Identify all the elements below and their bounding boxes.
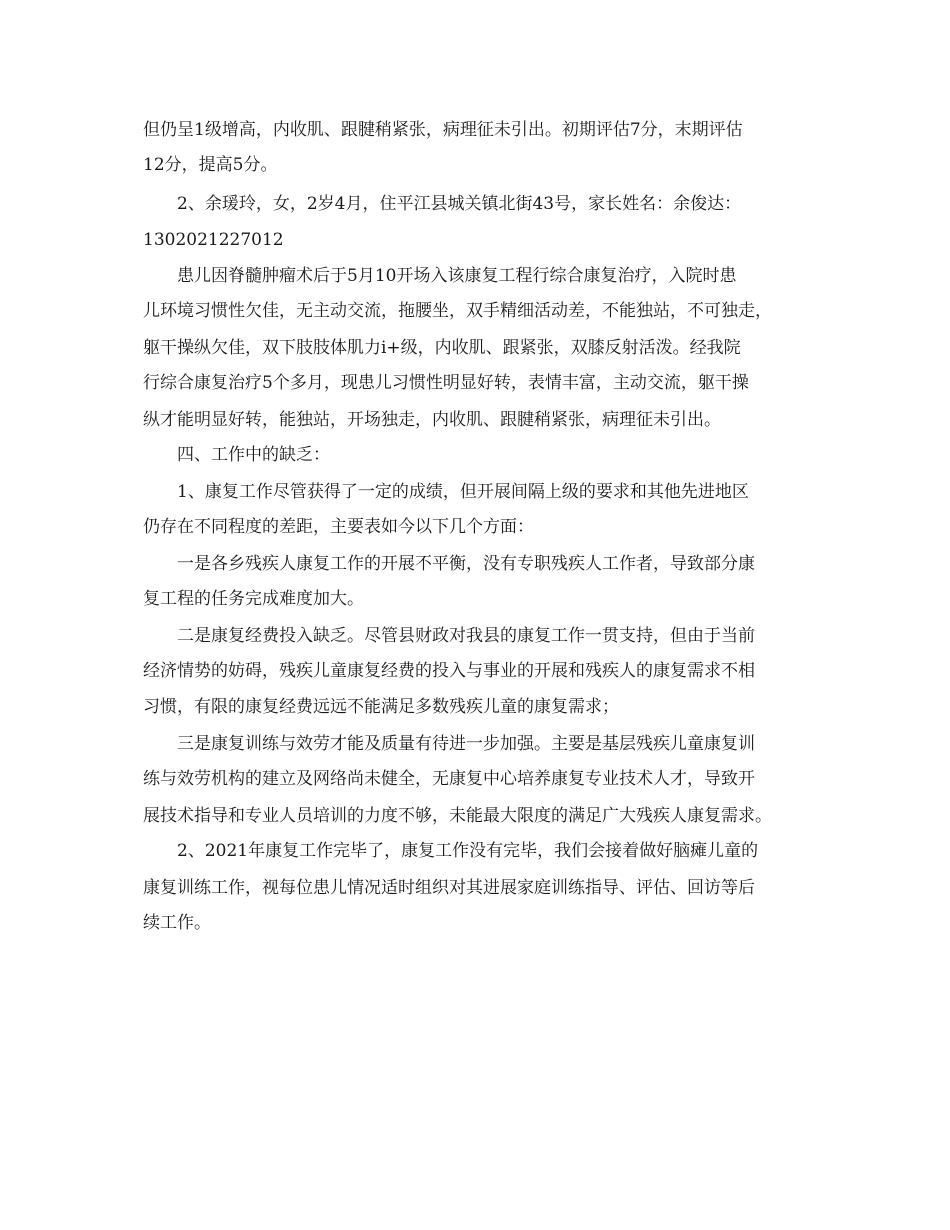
text-line: 练与效劳机构的建立及网络尚未健全，无康复中心培养康复专业技术人才，导致开 [143, 769, 755, 789]
text-line: 2、2021年康复工作完毕了，康复工作没有完毕，我们会接着做好脑瘫儿童的 [143, 841, 759, 861]
text-line: 躯干操纵欠佳，双下肢肢体肌力i+级，内收肌、跟紧张，双膝反射活泼。经我院 [143, 338, 741, 358]
text-line: 1302021227012 [143, 230, 284, 250]
text-line: 12分，提高5分。 [143, 155, 278, 175]
text-line: 经济情势的妨碍，残疾儿童康复经费的投入与事业的开展和残疾人的康复需求不相 [143, 661, 755, 681]
text-line: 儿环境习惯性欠佳，无主动交流，拖腰坐，双手精细活动差，不能独站，不可独走， [143, 301, 772, 321]
text-line: 复工程的任务完成难度加大。 [143, 589, 364, 609]
text-line: 纵才能明显好转，能独站，开场独走，内收肌、跟腱稍紧张，病理征未引出。 [143, 410, 721, 430]
text-line: 一是各乡残疾人康复工作的开展不平衡，没有专职残疾人工作者，导致部分康 [143, 554, 755, 574]
text-line: 展技术指导和专业人员培训的力度不够，未能最大限度的满足广大残疾人康复需求。 [143, 806, 772, 826]
text-line: 行综合康复治疗5个多月，现患儿习惯性明显好转，表情丰富，主动交流，躯干操 [143, 373, 749, 393]
text-line: 1、康复工作尽管获得了一定的成绩，但开展间隔上级的要求和其他先进地区 [143, 482, 749, 502]
text-line: 仍存在不同程度的差距，主要表如今以下几个方面： [143, 517, 534, 537]
text-line: 三是康复训练与效劳才能及质量有待进一步加强。主要是基层残疾儿童康复训 [143, 734, 755, 754]
text-line: 2、余瑗玲，女，2岁4月，住平江县城关镇北街43号，家长姓名：余俊达： [143, 194, 742, 214]
section-heading: 四、工作中的缺乏： [143, 445, 330, 465]
text-line: 康复训练工作，视每位患儿情况适时组织对其进展家庭训练指导、评估、回访等后 [143, 878, 755, 898]
text-line: 续工作。 [143, 913, 211, 933]
text-line: 但仍呈1级增高，内收肌、跟腱稍紧张，病理征未引出。初期评估7分，末期评估 [143, 120, 743, 140]
text-line: 习惯，有限的康复经费远远不能满足多数残疾儿童的康复需求； [143, 697, 619, 717]
text-line: 患儿因脊髓肿瘤术后于5月10开场入该康复工程行综合康复治疗，入院时患 [143, 266, 737, 286]
text-line: 二是康复经费投入缺乏。尽管县财政对我县的康复工作一贯支持，但由于当前 [143, 626, 755, 646]
